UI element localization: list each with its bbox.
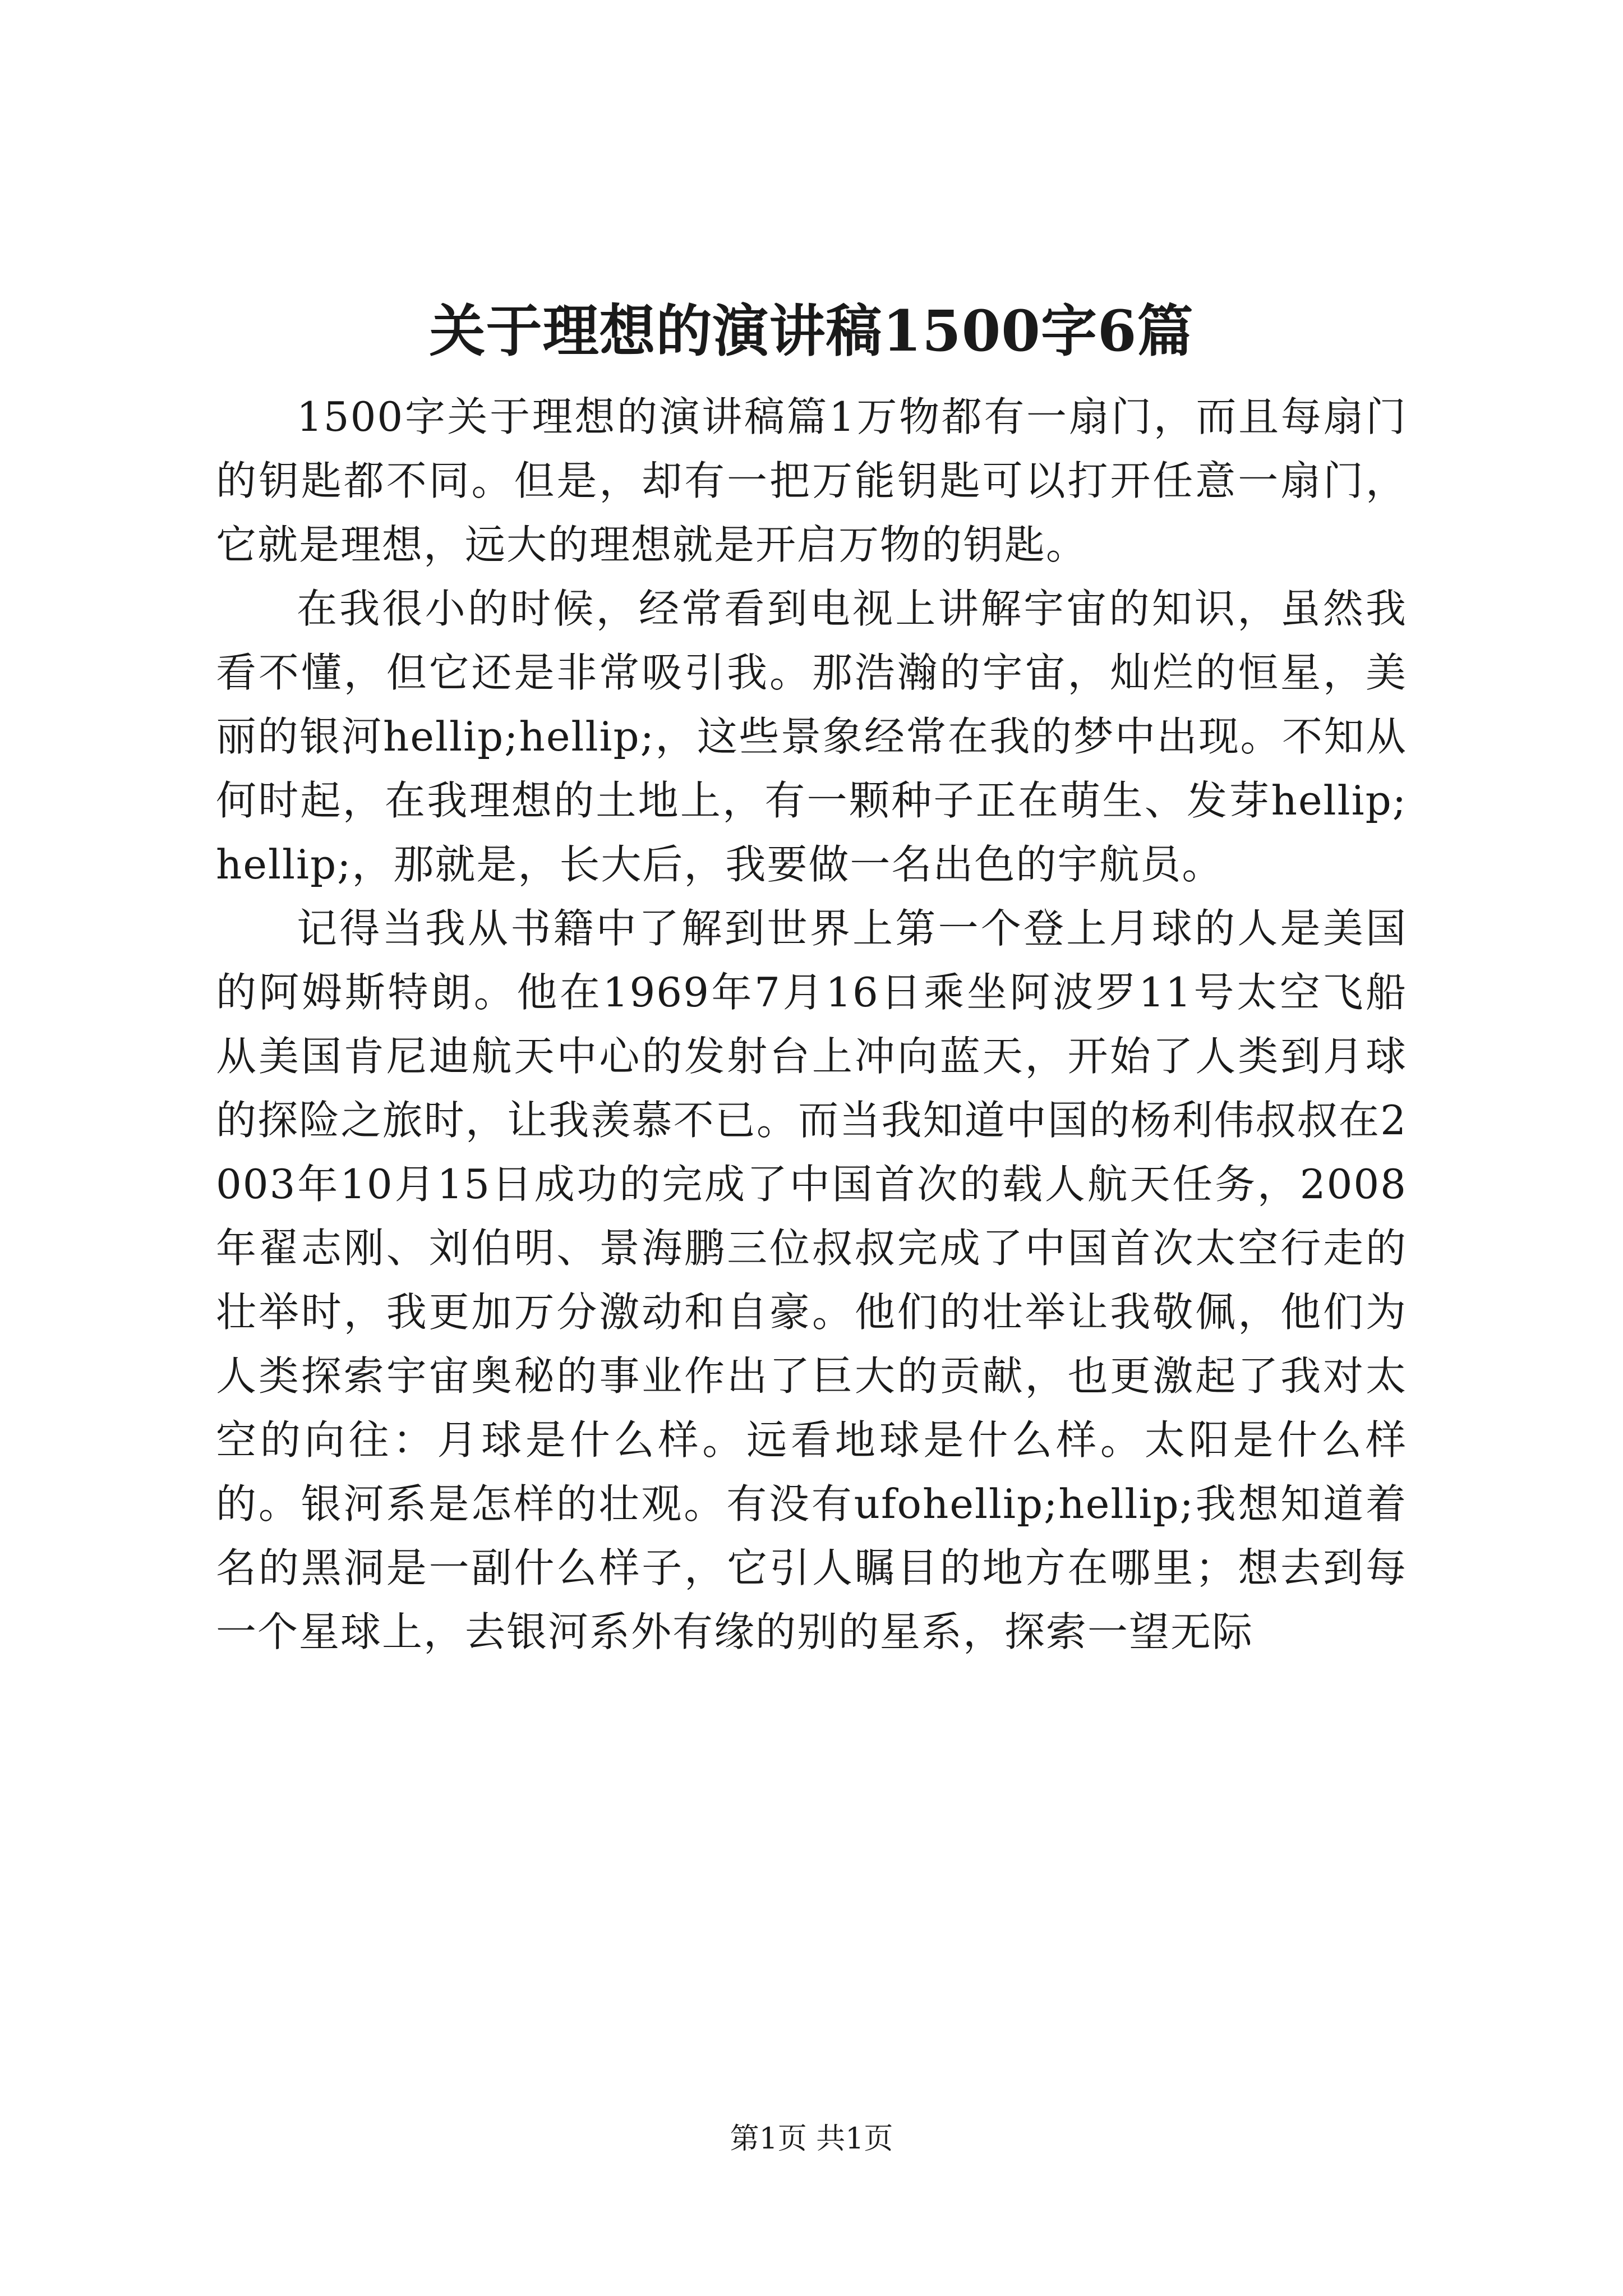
page-footer: 第1页 共1页 <box>730 2122 893 2156</box>
paragraph-1: 1500字关于理想的演讲稿篇1万物都有一扇门，而且每扇门的钥匙都不同。但是，却有一把万能钥匙可以打开任意一扇门，它就是理想，远大的理想就是开启万物的钥匙。 <box>216 393 1407 568</box>
paragraph-2: 在我很小的时候，经常看到电视上讲解宇宙的知识，虽然我看不懂，但它还是非常吸引我。那浩瀚的宇宙，灿烂的恒星，美丽的银河hellip;hellip;，这些景象经常在我的梦中出现。不知从何时起，在我理想的土地上，有一颗种子正在萌生、发芽hellip;hellip;，那就是，长大后，我要做一名出色的宇航员。 <box>216 585 1407 888</box>
document-title: 关于理想的演讲稿1500字6篇 <box>429 298 1194 364</box>
document-body <box>216 385 1407 1664</box>
paragraph-3: 记得当我从书籍中了解到世界上第一个登上月球的人是美国的阿姆斯特朗。他在1969年7月16日乘坐阿波罗11号太空飞船从美国肯尼迪航天中心的发射台上冲向蓝天，开始了人类到月球的探险之旅时，让我羡慕不已。而当我知道中国的杨利伟叔叔在2003年10月15日成功的完成了中国首次的载人航天任务，2008年翟志刚、刘伯明、景海鹏三位叔叔完成了中国首次太空行走的壮举时，我更加万分激动和自豪。他们的壮举让我敬佩，他们为人类探索宇宙奥秘的事业作出了巨大的贡献，也更激起了我对太空的向往：月球是什么样。远看地球是什么样。太阳是什么样的。银河系是怎样的壮观。有没有ufohellip;hellip;我想知道着名的黑洞是一副什么样子，它引人瞩目的地方在哪里；想去到每一个星球上，去银河系外有缘的别的星系，探索一望无际 <box>216 905 1407 1655</box>
